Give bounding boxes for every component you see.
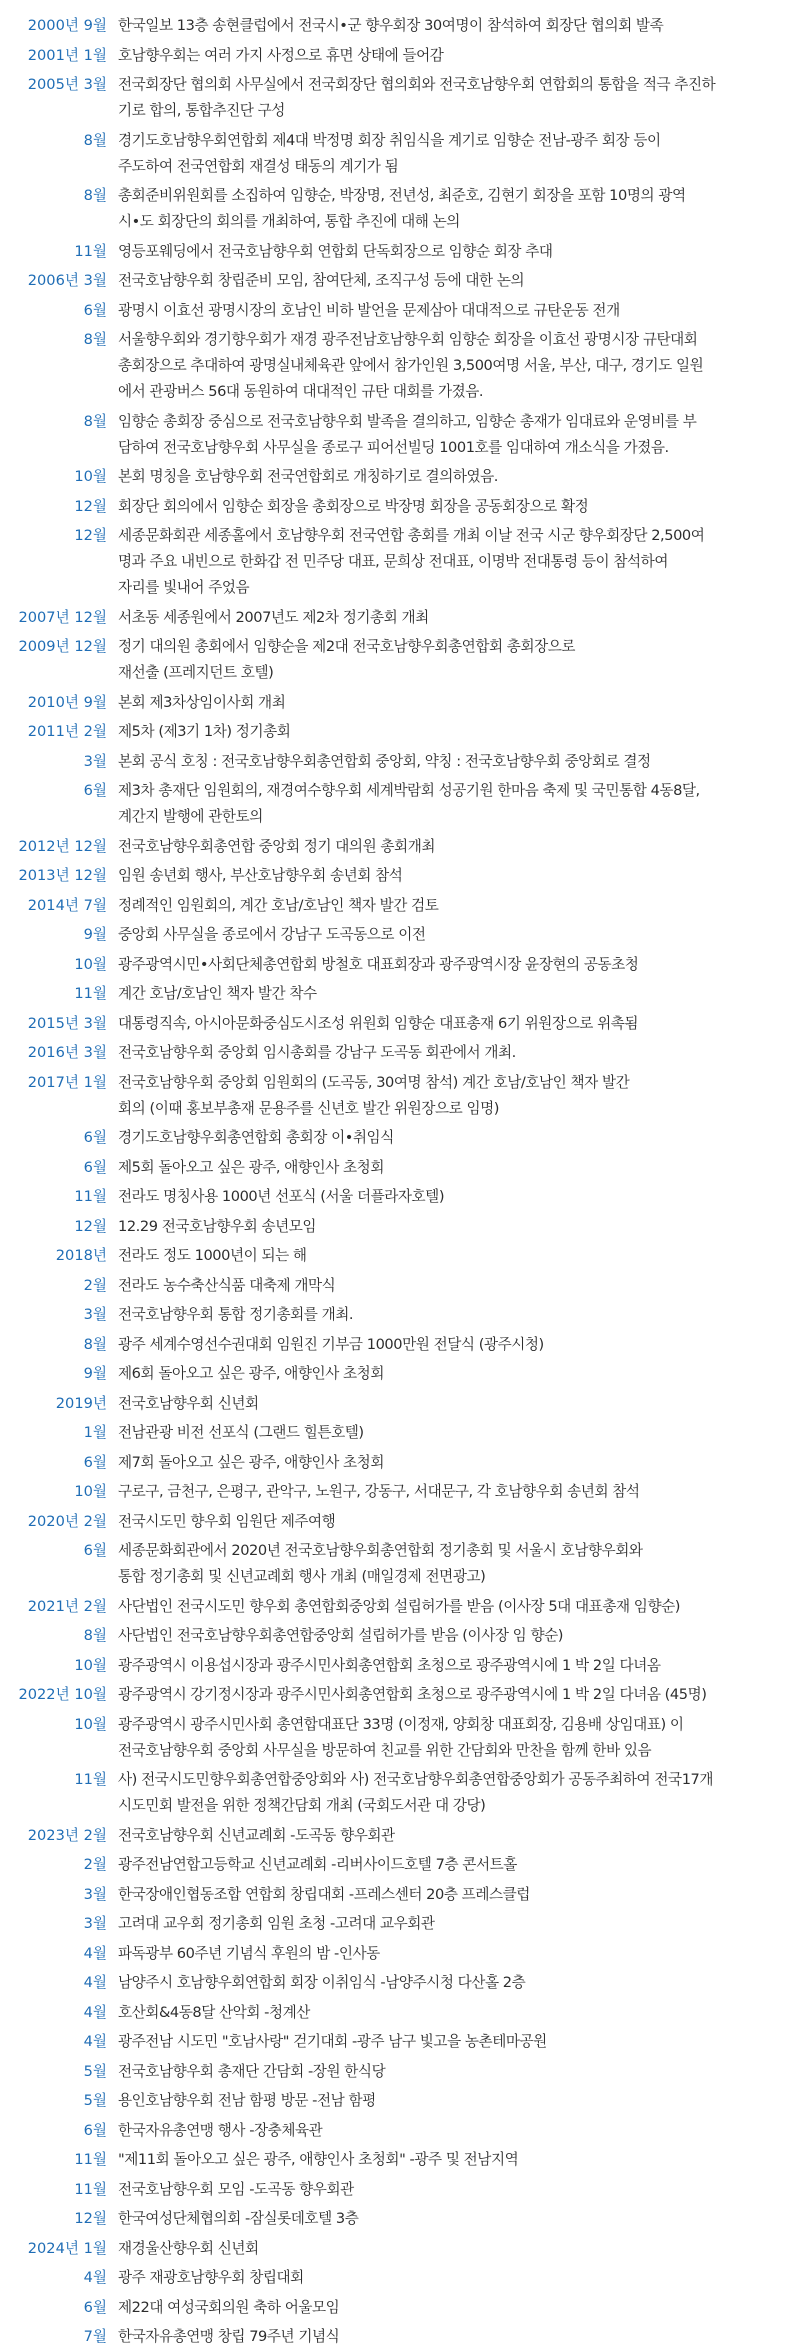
entry-description (118, 183, 788, 235)
entry-date: 2018년 (55, 1247, 107, 1264)
timeline-entry (0, 2206, 800, 2232)
entry-description-line: "제11회 돌아오고 싶은 광주, 애향인사 초청회" -광주 및 전남지역 (118, 2151, 519, 2168)
entry-description-line: 정기 대의원 총회에서 임향순을 제2대 전국호남향우회총연합회 총회장으로 (118, 638, 576, 655)
timeline-entry (0, 183, 800, 235)
entry-description (118, 1767, 788, 1819)
timeline-entry (0, 2059, 800, 2085)
entry-description (118, 43, 788, 69)
entry-description (118, 778, 788, 830)
entry-description-line: 자리를 빛내어 주었음 (118, 579, 250, 596)
entry-description (118, 1594, 788, 1620)
entry-description-line: 제7회 돌아오고 싶은 광주, 애향인사 초청회 (118, 1453, 384, 1471)
entry-date: 11월 (74, 242, 107, 260)
entry-description-line: 전국호남향우회 창립준비 모임, 참여단체, 조직구성 등에 대한 논의 (118, 272, 525, 289)
entry-date: 11월 (74, 985, 107, 1002)
entry-date: 2월 (83, 1856, 107, 1873)
entry-description-line: 호산회&4동8달 산악회 -청계산 (118, 2003, 310, 2021)
entry-date: 10월 (74, 955, 107, 973)
entry-description-line: 대통령직속, 아시아문화중심도시조성 위원회 임향순 대표총재 6기 위원장으로 위촉됨 (118, 1014, 639, 1032)
entry-date: 12월 (74, 527, 107, 544)
timeline-entry (0, 1361, 800, 1387)
entry-description (118, 268, 788, 294)
entry-description-line: 광주광역시 이용섭시장과 광주시민사회총연합회 초청으로 광주광역시에 1 박 2일 다녀옴 (118, 1656, 661, 1674)
entry-description-line: 영등포웨딩에서 전국호남향우회 연합회 단독회장으로 임향순 회장 추대 (118, 242, 553, 260)
timeline-entry (0, 952, 800, 978)
entry-date: 8월 (83, 1335, 107, 1353)
entry-description (118, 1509, 788, 1535)
timeline-entry (0, 1623, 800, 1649)
entry-date: 2010년 9월 (27, 693, 107, 711)
entry-date: 7월 (83, 2328, 107, 2345)
timeline-entry (0, 690, 800, 716)
entry-description-line: 광주 재광호남향우회 창립대회 (118, 2269, 304, 2286)
entry-description-line: 전국호남향우회 신년회 (118, 1394, 259, 1412)
entry-description-line: 계간지 발행에 관한토의 (118, 808, 263, 825)
entry-description-line: 본회 명칭을 호남향우회 전국연합회로 개칭하기로 결의하였음. (118, 468, 498, 485)
entry-date: 11월 (74, 2151, 107, 2168)
entry-date: 2012년 12월 (18, 837, 107, 855)
entry-description (118, 494, 788, 520)
entry-date: 11월 (74, 1771, 107, 1788)
entry-description (118, 1823, 788, 1849)
entry-description (118, 690, 788, 716)
entry-description-line: 전라도 명칭사용 1000년 선포식 (서울 더플라자호텔) (118, 1188, 445, 1205)
entry-date: 8월 (83, 331, 107, 348)
entry-description-line: 사단법인 전국호남향우회총연합중앙회 설립허가를 받음 (이사장 임 향순) (118, 1627, 564, 1644)
entry-date: 2021년 2월 (27, 1597, 107, 1615)
entry-description-line: 전라도 농수축산식품 대축제 개막식 (118, 1276, 336, 1294)
entry-description-line: 전국호남향우회 모임 -도곡동 향우회관 (118, 2180, 354, 2198)
entry-date: 5월 (83, 2062, 107, 2080)
entry-description (118, 1243, 788, 1269)
entry-description-line: 주도하여 전국연합회 재결성 태동의 계기가 됨 (118, 157, 399, 175)
timeline-entry (0, 1509, 800, 1535)
timeline-entry (0, 2118, 800, 2144)
timeline-entry (0, 1450, 800, 1476)
entry-date: 2006년 3월 (27, 272, 107, 289)
entry-description (118, 1361, 788, 1387)
entry-description-line: 임향순 총회장 중심으로 전국호남향우회 발족을 결의하고, 임향순 총재가 임대료와 운영비를 부 (118, 412, 697, 430)
entry-description (118, 834, 788, 860)
timeline-entry (0, 1125, 800, 1151)
entry-date: 12월 (74, 497, 107, 515)
entry-description-line: 정례적인 임원회의, 계간 호남/호남인 책자 발간 검토 (118, 896, 439, 914)
timeline-entry (0, 2000, 800, 2026)
entry-description-line: 전국호남향우회 통합 정기총회를 개최. (118, 1306, 354, 1323)
entry-date: 3월 (83, 1306, 107, 1323)
entry-description (118, 72, 788, 124)
entry-description-line: 광주 세계수영선수권대회 임원진 기부금 1000만원 전달식 (광주시청) (118, 1335, 544, 1353)
entry-description-line: 총회준비위원회를 소집하여 임향순, 박장명, 전년성, 최준호, 김현기 회장을 포함 10명의 광역 (118, 187, 686, 204)
entry-date: 6월 (83, 301, 107, 319)
timeline-entry (0, 1332, 800, 1358)
timeline-entry (0, 1682, 800, 1708)
entry-date: 4월 (83, 2003, 107, 2021)
entry-description (118, 1011, 788, 1037)
entry-description (118, 128, 788, 180)
entry-description (118, 1214, 788, 1240)
timeline-entry (0, 464, 800, 490)
timeline-entry (0, 13, 800, 39)
entry-description (118, 2177, 788, 2203)
entry-date: 2000년 9월 (27, 17, 107, 34)
timeline-entry (0, 1011, 800, 1037)
entry-description-line: 한국자유총연맹 행사 -장충체육관 (118, 2121, 323, 2139)
timeline-entry (0, 1911, 800, 1937)
entry-date: 2019년 (55, 1394, 107, 1412)
entry-description (118, 1155, 788, 1181)
entry-description-line: 제5회 돌아오고 싶은 광주, 애향인사 초청회 (118, 1158, 384, 1176)
timeline-entry (0, 778, 800, 830)
entry-date: 8월 (83, 187, 107, 204)
entry-description-line: 담하여 전국호남향우회 사무실을 종로구 피어선빌딩 1001호를 임대하여 개소식을 가졌음. (118, 438, 669, 456)
entry-description-line: 제3차 총재단 임원회의, 재경여수향우회 세계박람회 성공기원 한마음 축제 및 국민통합 4동8달, (118, 782, 700, 799)
timeline-entry (0, 1823, 800, 1849)
timeline-entry (0, 1420, 800, 1446)
entry-description (118, 464, 788, 490)
entry-date: 6월 (83, 782, 107, 799)
entry-date: 6월 (83, 1542, 107, 1559)
entry-date: 2013년 12월 (18, 867, 107, 884)
entry-description (118, 2029, 788, 2055)
entry-date: 8월 (83, 1627, 107, 1644)
entry-description (118, 1479, 788, 1505)
entry-date: 2024년 1월 (27, 2239, 107, 2257)
entry-description (118, 1941, 788, 1967)
entry-description-line: 제6회 돌아오고 싶은 광주, 애향인사 초청회 (118, 1365, 384, 1382)
entry-description-line: 제5차 (제3기 1차) 정기총회 (118, 723, 291, 740)
entry-date: 6월 (83, 1453, 107, 1471)
entry-description (118, 2324, 788, 2350)
entry-description-line: 통합 정기총회 및 신년교례회 행사 개최 (매일경제 전면광고) (118, 1568, 486, 1585)
timeline-entry (0, 1184, 800, 1210)
entry-description (118, 2295, 788, 2321)
entry-description (118, 863, 788, 889)
timeline-entry (0, 719, 800, 745)
timeline-entry (0, 2295, 800, 2321)
entry-date: 5월 (83, 2092, 107, 2109)
entry-date: 4월 (83, 1944, 107, 1962)
entry-description-line: 호남향우회는 여러 가지 사정으로 휴면 상태에 들어감 (118, 46, 444, 64)
timeline-entry (0, 1302, 800, 1328)
entry-date: 2020년 2월 (27, 1512, 107, 1530)
entry-description (118, 327, 788, 405)
entry-date: 11월 (74, 2180, 107, 2198)
entry-description (118, 1682, 788, 1708)
timeline-entry (0, 128, 800, 180)
entry-description (118, 2206, 788, 2232)
entry-description-line: 전국호남향우회 중앙회 임원회의 (도곡동, 30여명 참석) 계간 호남/호남인 책자 발간 (118, 1073, 630, 1091)
timeline-entry (0, 2324, 800, 2350)
entry-description (118, 1125, 788, 1151)
timeline-entry (0, 2265, 800, 2291)
entry-date: 6월 (83, 1158, 107, 1176)
timeline-entry (0, 749, 800, 775)
timeline-entry (0, 1594, 800, 1620)
entry-date: 2017년 1월 (27, 1073, 107, 1091)
entry-date: 10월 (74, 1483, 107, 1500)
timeline-entry (0, 863, 800, 889)
entry-date: 2월 (83, 1276, 107, 1294)
entry-description (118, 893, 788, 919)
entry-date: 2016년 3월 (27, 1044, 107, 1061)
entry-description-line: 고려대 교우회 정기총회 임원 초청 -고려대 교우회관 (118, 1915, 435, 1932)
entry-description (118, 2000, 788, 2026)
entry-description-line: 한국일보 13층 송현클럽에서 전국시•군 향우회장 30여명이 참석하여 회장단 협의회 발족 (118, 17, 664, 34)
entry-description (118, 2088, 788, 2114)
entry-description (118, 952, 788, 978)
entry-description-line: 한국여성단체협의회 -잠실롯데호텔 3층 (118, 2210, 359, 2227)
entry-description-line: 중앙회 사무실을 종로에서 강남구 도곡동으로 이전 (118, 926, 426, 943)
entry-description (118, 523, 788, 601)
entry-description-line: 재경울산향우회 신년회 (118, 2239, 259, 2257)
entry-description (118, 1040, 788, 1066)
timeline-entry (0, 634, 800, 686)
entry-description-line: 광주광역시 광주시민사회 총연합대표단 33명 (이정재, 양회창 대표회장, 김용배 상임대표) 이 (118, 1715, 684, 1733)
entry-description-line: 제22대 여성국회의원 축하 어울모임 (118, 2298, 340, 2316)
entry-description (118, 2147, 788, 2173)
entry-date: 1월 (83, 1424, 107, 1441)
entry-date: 8월 (83, 131, 107, 149)
entry-description-line: 광주광역시 강기정시장과 광주시민사회총연합회 초청으로 광주광역시에 1 박 2일 다녀옴 (45명) (118, 1686, 707, 1703)
timeline-entry (0, 1882, 800, 1908)
entry-date: 2015년 3월 (27, 1014, 107, 1032)
entry-description-line: 전국시도민 향우회 임원단 제주여행 (118, 1512, 336, 1530)
entry-description (118, 2059, 788, 2085)
entry-description-line: 임원 송년회 행사, 부산호남향우회 송년회 참석 (118, 867, 403, 884)
entry-description-line: 한국자유총연맹 창립 79주년 기념식 (118, 2328, 340, 2345)
entry-description-line: 전국호남향우회 신년교례회 -도곡동 향우회관 (118, 1826, 395, 1844)
timeline-entry (0, 2088, 800, 2114)
entry-description-line: 총회장으로 추대하여 광명실내체육관 앞에서 참가인원 3,500여명 서울, 부산, 대구, 경기도 일원 (118, 357, 704, 374)
entry-description-line: 본회 제3차상임이사회 개최 (118, 693, 286, 711)
entry-date: 4월 (83, 2269, 107, 2286)
timeline-entry (0, 1040, 800, 1066)
entry-description-line: 전국호남향우회 중앙회 임시총회를 강남구 도곡동 회관에서 개최. (118, 1044, 516, 1061)
entry-description-line: 광명시 이효선 광명시장의 호남인 비하 발언을 문제삼아 대대적으로 규탄운동 전개 (118, 301, 620, 319)
timeline-entry (0, 43, 800, 69)
entry-description-line: 사단법인 전국시도민 향우회 총연합회중앙회 설립허가를 받음 (이사장 5대 대표총재 임향순) (118, 1597, 680, 1615)
entry-description-line: 명과 주요 내빈으로 한화갑 전 민주당 대표, 문희상 전대표, 이명박 전대통령 등이 참석하여 (118, 553, 668, 570)
timeline-entry (0, 239, 800, 265)
entry-description-line: 에서 관광버스 56대 동원하여 대대적인 규탄 대회를 가졌음. (118, 383, 484, 400)
entry-description (118, 719, 788, 745)
entry-description-line: 광주전남연합고등학교 신년교례회 -리버사이드호텔 7층 콘서트홀 (118, 1856, 517, 1873)
entry-description-line: 세종문화회관에서 2020년 전국호남향우회총연합회 정기총회 및 서울시 호남향우회와 (118, 1542, 643, 1559)
entry-description (118, 1184, 788, 1210)
entry-description-line: 파독광부 60주년 기념식 후원의 밤 -인사동 (118, 1944, 380, 1962)
entry-description (118, 981, 788, 1007)
entry-description (118, 1391, 788, 1417)
entry-description (118, 1712, 788, 1764)
entry-description (118, 239, 788, 265)
entry-date: 9월 (83, 1365, 107, 1382)
timeline-entry (0, 1391, 800, 1417)
entry-date: 2001년 1월 (27, 46, 107, 64)
entry-description-line: 12.29 전국호남향우회 송년모임 (118, 1217, 317, 1235)
entry-description (118, 2236, 788, 2262)
entry-description (118, 1420, 788, 1446)
entry-description (118, 1450, 788, 1476)
timeline-entry (0, 1538, 800, 1590)
entry-date: 2011년 2월 (27, 723, 107, 740)
entry-description (118, 2265, 788, 2291)
entry-date: 4월 (83, 1974, 107, 1991)
entry-description (118, 298, 788, 324)
entry-date: 2007년 12월 (18, 608, 107, 626)
timeline-entry (0, 1970, 800, 1996)
entry-date: 3월 (83, 1885, 107, 1903)
entry-description-line: 회장단 회의에서 임향순 회장을 총회장으로 박장명 회장을 공동회장으로 확정 (118, 497, 589, 515)
timeline-entry (0, 268, 800, 294)
entry-description-line: 경기도호남향우회연합회 제4대 박정명 회장 취임식을 계기로 임향순 전남-광주 회장 등이 (118, 131, 661, 149)
timeline-entry (0, 2029, 800, 2055)
entry-description (118, 1911, 788, 1937)
entry-description (118, 13, 788, 39)
timeline-entry (0, 1852, 800, 1878)
entry-description (118, 1882, 788, 1908)
entry-description (118, 1332, 788, 1358)
entry-date: 3월 (83, 1915, 107, 1932)
timeline-entry (0, 1653, 800, 1679)
entry-date: 2009년 12월 (18, 638, 107, 655)
entry-description (118, 1273, 788, 1299)
entry-description (118, 2118, 788, 2144)
entry-description-line: 용인호남향우회 전남 함평 방문 -전남 함평 (118, 2092, 376, 2109)
entry-description (118, 1623, 788, 1649)
entry-description (118, 1653, 788, 1679)
entry-date: 9월 (83, 926, 107, 943)
timeline-entry (0, 893, 800, 919)
entry-description-line: 전국회장단 협의회 사무실에서 전국회장단 협의회와 전국호남향우회 연합회의 통합을 적극 추진하 (118, 76, 716, 93)
timeline-entry (0, 2147, 800, 2173)
entry-description-line: 계간 호남/호남인 책자 발간 착수 (118, 985, 317, 1002)
entry-description-line: 구로구, 금천구, 은평구, 관악구, 노원구, 강동구, 서대문구, 각 호남향우회 송년회 참석 (118, 1483, 640, 1500)
timeline-entry (0, 605, 800, 631)
entry-description (118, 1852, 788, 1878)
timeline-entry (0, 494, 800, 520)
entry-description-line: 광주광역시민•사회단체총연합회 방철호 대표회장과 광주광역시장 윤장현의 공동초청 (118, 955, 639, 973)
entry-description-line: 재선출 (프레지던트 호텔) (118, 664, 274, 681)
timeline-entry (0, 1214, 800, 1240)
timeline-entry (0, 2177, 800, 2203)
timeline-entry (0, 2236, 800, 2262)
entry-description (118, 605, 788, 631)
entry-date: 10월 (74, 1715, 107, 1733)
timeline-entry (0, 1767, 800, 1819)
entry-description (118, 409, 788, 461)
timeline-entry (0, 523, 800, 601)
timeline-entry (0, 1712, 800, 1764)
entry-description (118, 1302, 788, 1328)
entry-description-line: 전국호남향우회 총재단 간담회 -장원 한식당 (118, 2062, 386, 2080)
timeline-entry (0, 1070, 800, 1122)
entry-description-line: 경기도호남향우회총연합회 총회장 이•취임식 (118, 1129, 394, 1146)
timeline-entry (0, 1273, 800, 1299)
timeline-entry (0, 327, 800, 405)
entry-date: 6월 (83, 2121, 107, 2139)
entry-description (118, 634, 788, 686)
entry-date: 2014년 7월 (27, 896, 107, 914)
entry-description-line: 서울향우회와 경기향우회가 재경 광주전남호남향우회 임향순 회장을 이효선 광명시장 규탄대회 (118, 331, 698, 348)
entry-description-line: 전국호남향우회총연합 중앙회 정기 대의원 총회개최 (118, 837, 436, 855)
entry-description-line: 세종문화회관 세종홀에서 호남향우회 전국연합 총회를 개최 이날 전국 시군 향우회장단 2,500여 (118, 527, 705, 544)
entry-date: 8월 (83, 412, 107, 430)
entry-date: 6월 (83, 2298, 107, 2316)
entry-date: 12월 (74, 2210, 107, 2227)
entry-date: 12월 (74, 1217, 107, 1235)
entry-description-line: 광주전남 시도민 "호남사랑" 걷기대회 -광주 남구 빛고을 농촌테마공원 (118, 2033, 547, 2050)
entry-description-line: 남양주시 호남향우회연합회 회장 이취임식 -남양주시청 다산홀 2층 (118, 1974, 526, 1991)
timeline-entry (0, 298, 800, 324)
entry-description-line: 기로 합의, 통합추진단 구성 (118, 102, 285, 119)
entry-date: 11월 (74, 1188, 107, 1205)
entry-date: 3월 (83, 752, 107, 770)
entry-description (118, 1970, 788, 1996)
timeline-entry (0, 1479, 800, 1505)
entry-description (118, 1070, 788, 1122)
entry-date: 2023년 2월 (27, 1826, 107, 1844)
entry-description-line: 서초동 세종원에서 2007년도 제2차 정기총회 개최 (118, 608, 429, 626)
entry-description-line: 전남관광 비전 선포식 (그랜드 힐튼호텔) (118, 1424, 364, 1441)
entry-date: 4월 (83, 2033, 107, 2050)
entry-date: 2005년 3월 (27, 76, 107, 93)
entry-date: 6월 (83, 1129, 107, 1146)
timeline-entry (0, 1941, 800, 1967)
entry-date: 2022년 10월 (18, 1686, 107, 1703)
entry-description (118, 1538, 788, 1590)
entry-date: 10월 (74, 468, 107, 485)
timeline-entry (0, 981, 800, 1007)
timeline-entry (0, 409, 800, 461)
timeline-entry (0, 1155, 800, 1181)
entry-description-line: 전라도 정도 1000년이 되는 해 (118, 1247, 307, 1264)
timeline-entry (0, 72, 800, 124)
entry-description-line: 한국장애인협동조합 연합회 창립대회 -프레스센터 20층 프레스클럽 (118, 1885, 530, 1903)
entry-description (118, 922, 788, 948)
entry-description-line: 회의 (이때 홍보부총재 문용주를 신년호 발간 위원장으로 임명) (118, 1099, 500, 1117)
timeline-entry (0, 1243, 800, 1269)
entry-description-line: 시•도 회장단의 회의를 개최하여, 통합 추진에 대해 논의 (118, 213, 460, 230)
timeline-entry (0, 922, 800, 948)
entry-description-line: 사) 전국시도민향우회총연합중앙회와 사) 전국호남향우회총연합중앙회가 공동주최하여 전국17개 (118, 1771, 714, 1788)
entry-description (118, 749, 788, 775)
entry-description-line: 본회 공식 호칭 : 전국호남향우회총연합회 중앙회, 약칭 : 전국호남향우회 중앙회로 결정 (118, 752, 651, 770)
timeline-entry (0, 834, 800, 860)
entry-description-line: 전국호남향우회 중앙회 사무실을 방문하여 친교를 위한 간담회와 만찬을 함께 한바 있음 (118, 1741, 652, 1759)
entry-date: 10월 (74, 1656, 107, 1674)
entry-description-line: 시도민회 발전을 위한 정책간담회 개최 (국회도서관 대 강당) (118, 1797, 486, 1814)
